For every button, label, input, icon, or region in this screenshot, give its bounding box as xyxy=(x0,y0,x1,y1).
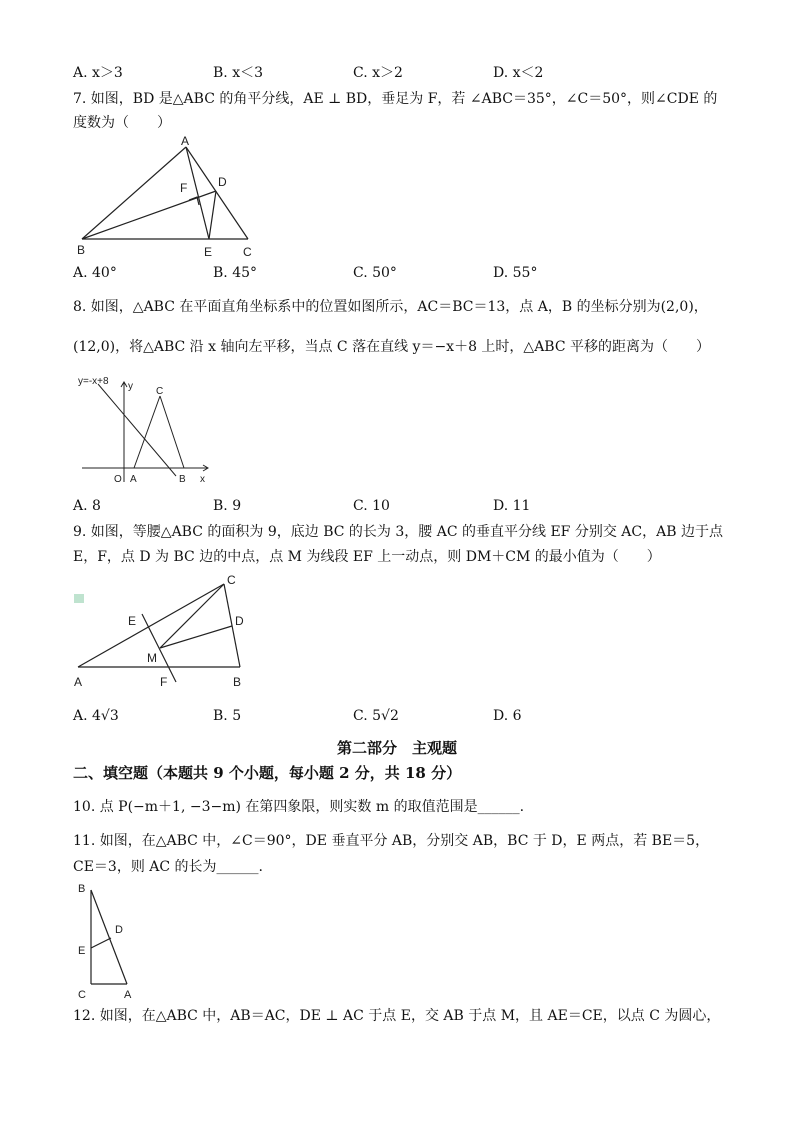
q8-stem-line2: (12,0)，将△ABC 沿 x 轴向左平移，当点 C 落在直线 y＝−x＋8 上时，△ABC 平移的距离为（ ） xyxy=(73,339,711,355)
q7-bisector-bd xyxy=(82,191,216,239)
part2-title: 第二部分 主观题 xyxy=(336,739,457,757)
q8-label-o: O xyxy=(114,474,122,485)
q8-option-d: D. 11 xyxy=(493,498,531,514)
q9-option-c: C. 5√2 xyxy=(353,708,399,724)
q9-option-d: D. 6 xyxy=(493,708,522,724)
q7-option-b: B. 45° xyxy=(213,265,258,281)
q11-label-c: C xyxy=(78,989,86,1001)
q7-stem-line1: 7. 如图，BD 是△ABC 的角平分线，AE ⊥ BD，垂足为 F，若 ∠ABC＝35°，∠C＝50°，则∠CDE 的 xyxy=(73,91,718,107)
q7-label-b: B xyxy=(77,243,86,257)
q7-label-e: E xyxy=(204,245,213,259)
q11-segment-de xyxy=(91,938,111,948)
q8-option-c: C. 10 xyxy=(353,498,390,514)
q11-stem-line2: CE＝3，则 AC 的长为______. xyxy=(73,859,264,875)
q9-option-b: B. 5 xyxy=(213,708,242,724)
q9-label-a: A xyxy=(74,675,83,689)
q11-label-a: A xyxy=(124,989,132,1001)
q8-option-b: B. 9 xyxy=(213,498,242,514)
q8-label-x: x xyxy=(200,474,205,485)
q8-figure xyxy=(72,370,222,488)
q8-label-a: A xyxy=(130,474,137,485)
q7-side-ac xyxy=(186,147,248,239)
q9-label-c: C xyxy=(227,573,236,587)
q11-stem-line1: 11. 如图，在△ABC 中，∠C＝90°，DE 垂直平分 AB，分别交 AB，BC 于 D，E 两点，若 BE＝5， xyxy=(73,833,710,849)
q7-label-a: A xyxy=(181,134,190,148)
q9-label-b: B xyxy=(233,675,242,689)
q9-perp-bisector-ef xyxy=(142,614,176,682)
q9-option-a: A. 4√3 xyxy=(73,708,119,724)
q6-option-c: C. x＞2 xyxy=(353,65,403,81)
q7-line-de xyxy=(209,191,216,239)
q9-stem-line2: E，F，点 D 为 BC 边的中点，点 M 为线段 EF 上一动点，则 DM＋CM 的最小值为（ ） xyxy=(73,549,661,565)
q11-label-b: B xyxy=(78,883,86,895)
q7-label-c: C xyxy=(243,245,252,259)
q12-stem: 12. 如图，在△ABC 中，AB＝AC，DE ⊥ AC 于点 E，交 AB 于点 M，且 AE＝CE，以点 C 为圆心， xyxy=(73,1008,721,1024)
q7-stem-line2: 度数为（ ） xyxy=(73,115,171,131)
q11-label-e: E xyxy=(78,945,86,957)
q8-line-y-eq xyxy=(98,384,176,476)
q8-side-ac xyxy=(134,396,160,468)
q7-label-d: D xyxy=(218,175,227,189)
q9-label-e: E xyxy=(128,614,137,628)
q7-option-a: A. 40° xyxy=(73,265,117,281)
q7-option-c: C. 50° xyxy=(353,265,397,281)
q9-label-m: M xyxy=(147,651,157,665)
q7-line-ae xyxy=(186,147,209,239)
q9-label-d: D xyxy=(235,614,244,628)
q9-label-f: F xyxy=(160,675,168,689)
q8-label-y: y xyxy=(128,381,133,392)
q9-figure xyxy=(70,570,260,692)
q6-option-a: A. x＞3 xyxy=(73,65,123,81)
q7-figure xyxy=(70,133,270,263)
q7-right-angle-mark xyxy=(189,197,199,205)
q8-label-line: y=-x+8 xyxy=(78,376,109,387)
section-title: 二、填空题（本题共 9 个小题，每小题 2 分，共 18 分） xyxy=(73,764,462,782)
q7-option-d: D. 55° xyxy=(493,265,538,281)
q11-figure xyxy=(70,880,150,1004)
q9-stem-line1: 9. 如图，等腰△ABC 的面积为 9，底边 BC 的长为 3，腰 AC 的垂直平分线 EF 分别交 AC，AB 边于点 xyxy=(73,524,723,540)
q11-label-d: D xyxy=(115,924,123,936)
q8-stem-line1: 8. 如图，△ABC 在平面直角坐标系中的位置如图所示，AC＝BC＝13，点 A，B 的坐标分别为(2,0)， xyxy=(73,299,708,315)
q8-side-bc xyxy=(160,396,184,468)
q7-side-ba xyxy=(82,147,186,239)
q8-label-c: C xyxy=(156,386,164,397)
q8-option-a: A. 8 xyxy=(73,498,101,514)
q6-option-b: B. x＜3 xyxy=(213,65,263,81)
q6-option-d: D. x＜2 xyxy=(493,65,544,81)
q8-label-b: B xyxy=(179,474,186,485)
q7-label-f: F xyxy=(180,181,188,195)
q10-stem: 10. 点 P(−m＋1, −3−m) 在第四象限，则实数 m 的取值范围是______. xyxy=(73,799,525,815)
q11-side-ba xyxy=(91,890,127,984)
